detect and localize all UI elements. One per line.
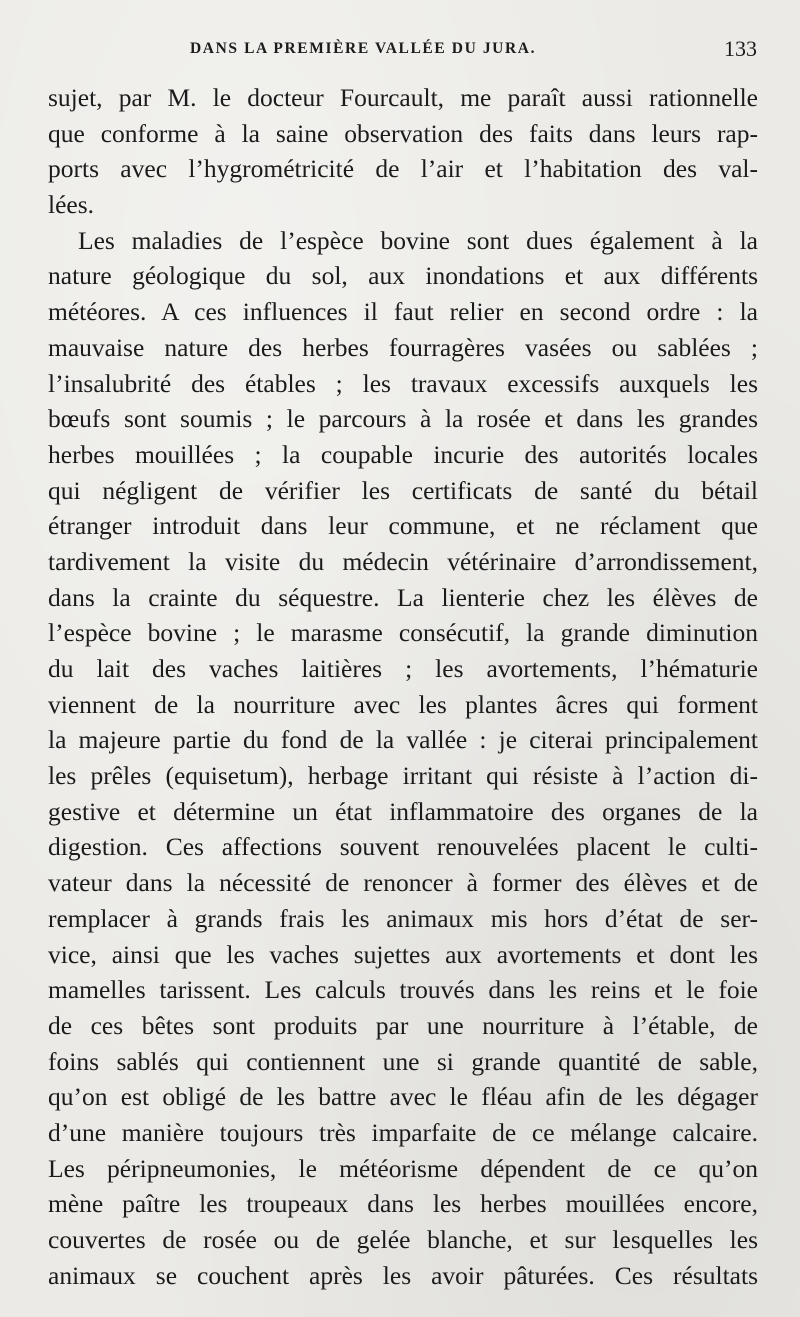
text-line: sujet, par M. le docteur Fourcault, me paraît aussi rationnelle: [48, 83, 758, 112]
body-text: [48, 80, 758, 1293]
text-line: Les maladies de l’espèce bovine sont dues également à la: [78, 225, 758, 255]
running-title: DANS LA PREMIÈRE VALLÉE DU JURA.: [190, 40, 537, 57]
page-number: 133: [724, 36, 757, 61]
text-line: foins sablés qui contiennent une si grande quantité de sable,: [48, 1046, 758, 1076]
text-line: dans la crainte du séquestre. La lienterie chez les élèves de: [48, 582, 758, 612]
text-line: les prêles (equisetum), herbage irritant qui résiste à l’action di-: [48, 761, 758, 791]
text-line: de ces bêtes sont produits par une nourriture à l’étable, de: [48, 1010, 758, 1040]
text-line: ports avec l’hygrométricité de l’air et l’habitation des val-: [48, 154, 758, 184]
text-line: mène paître les troupeaux dans les herbes mouillées encore,: [48, 1189, 758, 1219]
text-line: l’insalubrité des étables ; les travaux excessifs auxquels les: [48, 368, 758, 398]
text-line: remplacer à grands frais les animaux mis hors d’état de ser-: [48, 903, 758, 933]
text-line: qu’on est obligé de les battre avec le fléau afin de les dégager: [48, 1082, 758, 1112]
text-line: vice, ainsi que les vaches sujettes aux avortements et dont les: [48, 939, 758, 969]
text-line: étranger introduit dans leur commune, et ne réclament que: [48, 511, 758, 541]
text-line: vateur dans la nécessité de renoncer à former des élèves et de: [48, 868, 758, 898]
text-line: la majeure partie du fond de la vallée : je citerai principalement: [48, 725, 758, 755]
text-line: herbes mouillées ; la coupable incurie des autorités locales: [48, 439, 758, 469]
text-line: d’une manière toujours très imparfaite de ce mélange calcaire.: [48, 1117, 758, 1147]
running-header: [45, 36, 765, 66]
text-line: gestive et détermine un état inflammatoire des organes de la: [48, 796, 758, 826]
text-line: bœufs sont soumis ; le parcours à la rosée et dans les grandes: [48, 404, 758, 434]
text-line: l’espèce bovine ; le marasme consécutif, la grande diminution: [48, 618, 758, 648]
text-line: mamelles tarissent. Les calculs trouvés dans les reins et le foie: [48, 975, 758, 1005]
text-line: que conforme à la saine observation des faits dans leurs rap-: [48, 118, 758, 148]
text-line: tardivement la visite du médecin vétérinaire d’arrondissement,: [48, 546, 758, 576]
text-line: qui négligent de vérifier les certificats de santé du bétail: [48, 475, 758, 505]
text-line: du lait des vaches laitières ; les avortements, l’hématurie: [48, 654, 758, 683]
text-line: viennent de la nourriture avec les plantes âcres qui forment: [48, 689, 758, 719]
text-line: mauvaise nature des herbes fourragères vasées ou sablées ;: [48, 332, 758, 362]
text-line: couvertes de rosée ou de gelée blanche, et sur lesquelles les: [48, 1225, 758, 1254]
text-line: Les péripneumonies, le météorisme dépendent de ce qu’on: [48, 1153, 758, 1183]
text-line: digestion. Ces affections souvent renouvelées placent le culti-: [48, 832, 758, 862]
text-line: nature géologique du sol, aux inondations et aux différents: [48, 261, 758, 291]
text-line: lées.: [48, 190, 95, 220]
text-line: météores. A ces influences il faut relier en second ordre : la: [48, 297, 758, 327]
text-line: animaux se couchent après les avoir pâturées. Ces résultats: [48, 1260, 758, 1290]
